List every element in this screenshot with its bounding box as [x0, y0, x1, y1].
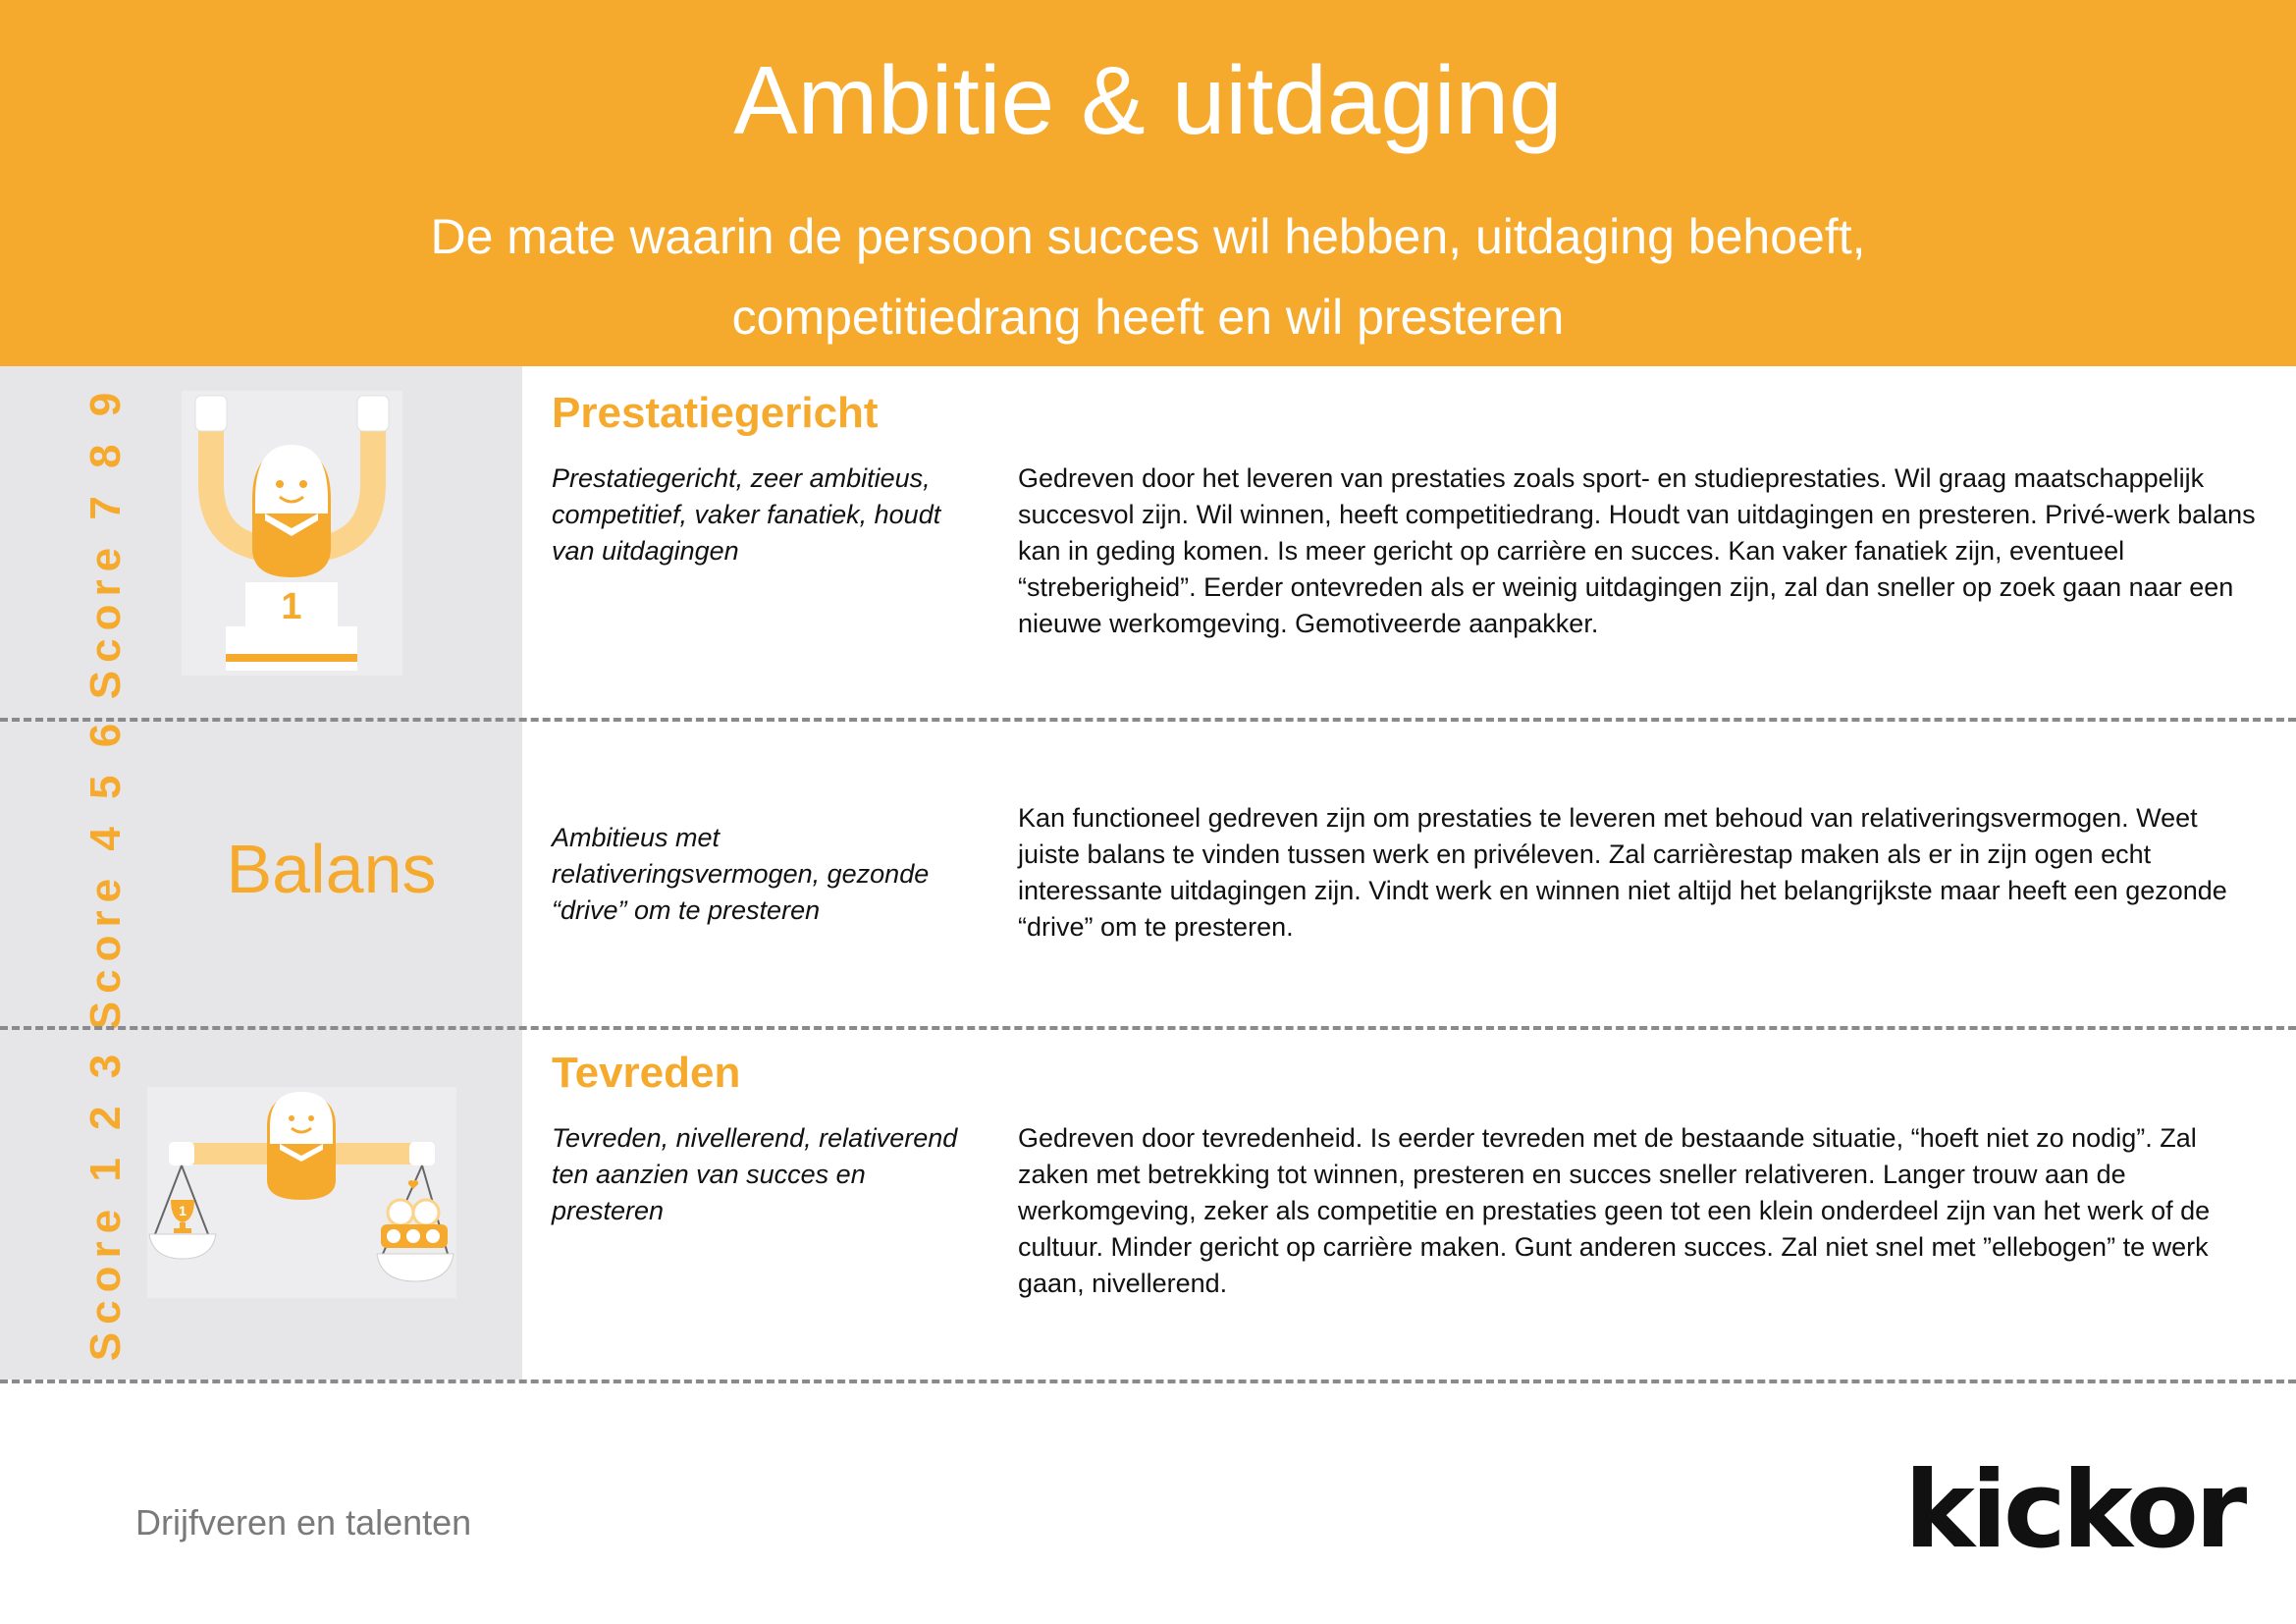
section-heading: Tevreden	[552, 1049, 741, 1097]
footer-label: Drijfveren en talenten	[135, 1502, 472, 1543]
score-label: Score 4 5 6	[81, 715, 130, 1031]
section-long-description: Gedreven door tevredenheid. Is eerder tevreden met de bestaande situatie, “hoeft niet zo nodig”. Zal zaken met betrekking tot winnen, presteren en succes sneller relativeren. Langer trouw aan de werkomgeving, zeker als competitie en prestaties geen tot een klein onderdeel zijn van het werk of de cultuur. Minder gericht op carrière maken. Gunt anderen succes. Zal niet snel met ”ellebogen” te werk gaan, nivellerend.	[1018, 1123, 2211, 1298]
section-short-description: Prestatiegericht, zeer ambitieus, competitief, vaker fanatiek, houdt van uitdagingen	[552, 463, 941, 566]
winner-podium-icon	[182, 391, 402, 676]
page-title: Ambitie & uitdaging	[733, 46, 1563, 154]
section-heading: Prestatiegericht	[552, 389, 879, 437]
section-long-description: Kan functioneel gedreven zijn om prestaties te leveren met behoud van relativeringsvermogen. Weet juiste balans te vinden tussen werk en privéleven. Zal carrièrestap maken als er in zijn ogen echt interessante uitdagingen zijn. Vindt werk en winnen niet altijd het belangrijkste maar heeft een gezonde “drive” om te presteren.	[1018, 803, 2227, 942]
balance-scale-icon	[147, 1087, 456, 1298]
section-score-789	[0, 366, 2296, 718]
section-short-description: Tevreden, nivellerend, relativerend ten aanzien van succes en presteren	[552, 1123, 958, 1225]
section-long-description: Gedreven door het leveren van prestaties zoals sport- en studieprestaties. Wil graag maatschappelijk succesvol zijn. Wil winnen, heeft competitiedrang. Houdt van uitdagingen en presteren. Privé-werk balans kan in geding komen. Is meer gericht op carrière en succes. Kan vaker fanatiek zijn, eventueel “streberigheid”. Eerder ontevreden als er weinig uitdagingen zijn, zal dan sneller op zoek gaan naar een nieuwe werkomgeving. Gemotiveerde aanpakker.	[1018, 463, 2256, 638]
podium-number: 1	[281, 586, 302, 627]
page-subtitle	[0, 196, 2296, 357]
section-score-456	[0, 715, 2296, 1031]
section-short-description: Ambitieus met relativeringsvermogen, gezonde “drive” om te presteren	[552, 823, 930, 925]
trophy-number: 1	[179, 1203, 187, 1218]
subtitle-line-1: De mate waarin de persoon succes wil hebben, uitdaging behoeft,	[430, 209, 1866, 264]
score-label: Score 1 2 3	[81, 1046, 130, 1362]
page-header	[0, 0, 2296, 366]
score-label: Score 7 8 9	[81, 384, 130, 700]
section-score-123	[0, 1028, 2296, 1380]
balans-word: Balans	[226, 831, 437, 907]
subtitle-line-2: competitiedrang heeft en wil presteren	[731, 290, 1565, 345]
kickor-logo: kickor	[1904, 1449, 2244, 1572]
section-divider	[0, 1380, 2296, 1383]
